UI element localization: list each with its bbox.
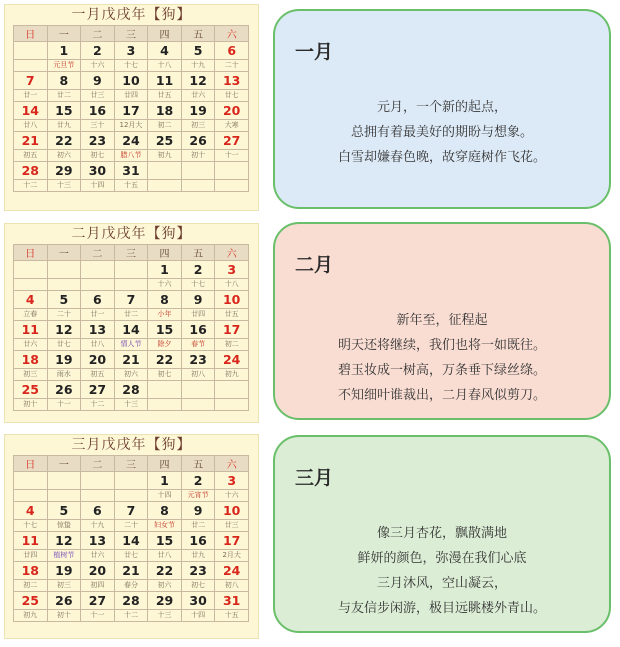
poem-line: 鲜妍的颜色，弥漫在我们心底 (357, 551, 527, 566)
lunar-date: 廿七 (215, 90, 249, 102)
calendar-grid (13, 25, 249, 192)
lunar-date: 廿八 (148, 550, 182, 562)
poem-line: 三月沐风，空山凝云， (376, 576, 507, 591)
lunar-date: 2月大 (215, 550, 249, 562)
lunar-date (14, 60, 48, 72)
week-lunar-row (14, 339, 249, 351)
lunar-date: 初八 (215, 580, 249, 592)
calendar-day: 16 (181, 532, 215, 550)
calendar-grid (13, 455, 249, 622)
lunar-date (81, 490, 115, 502)
weekday-label: 六 (215, 26, 249, 42)
poem-text (275, 308, 609, 408)
weekday-label: 日 (14, 26, 48, 42)
lunar-date: 十二 (114, 610, 148, 622)
calendar-day: 20 (81, 351, 115, 369)
week-lunar-row (14, 60, 249, 72)
calendar-day: 17 (215, 321, 249, 339)
week-lunar-row (14, 399, 249, 411)
lunar-date (47, 279, 81, 291)
weekday-label: 一 (47, 245, 81, 261)
lunar-date: 十一 (47, 399, 81, 411)
week-lunar-row (14, 369, 249, 381)
weekday-label: 六 (215, 245, 249, 261)
calendar-day: 8 (148, 502, 182, 520)
lunar-date: 十九 (81, 520, 115, 532)
calendar-day: 7 (14, 72, 48, 90)
calendar-january (4, 4, 259, 211)
weekday-label: 三 (114, 245, 148, 261)
weekday-label: 三 (114, 456, 148, 472)
lunar-date: 初六 (114, 369, 148, 381)
lunar-date: 元宵节 (181, 490, 215, 502)
calendar-day: 4 (14, 291, 48, 309)
lunar-date: 三十 (81, 120, 115, 132)
calendar-day: 10 (215, 502, 249, 520)
calendar-day (114, 261, 148, 279)
calendar-day: 23 (81, 132, 115, 150)
calendar-day: 12 (181, 72, 215, 90)
weekday-label: 四 (148, 26, 182, 42)
calendar-day: 22 (47, 132, 81, 150)
week-day-row (14, 132, 249, 150)
lunar-date: 初七 (181, 580, 215, 592)
lunar-date: 十七 (114, 60, 148, 72)
poem-card-february (273, 222, 611, 420)
calendar-day: 23 (181, 562, 215, 580)
lunar-date: 十四 (81, 180, 115, 192)
calendar-day: 18 (14, 351, 48, 369)
calendar-day: 20 (215, 102, 249, 120)
calendar-day: 25 (14, 592, 48, 610)
lunar-date: 初二 (14, 580, 48, 592)
week-day-row (14, 261, 249, 279)
lunar-date: 初九 (14, 610, 48, 622)
lunar-date: 廿八 (14, 120, 48, 132)
week-day-row (14, 532, 249, 550)
week-lunar-row (14, 490, 249, 502)
lunar-date: 初三 (14, 369, 48, 381)
calendar-day: 13 (81, 532, 115, 550)
poem-line: 与友信步闲游，极目远眺楼外青山。 (337, 601, 546, 616)
week-day-row (14, 72, 249, 90)
calendar-day (47, 472, 81, 490)
calendar-day: 29 (148, 592, 182, 610)
calendar-day: 11 (14, 321, 48, 339)
calendar-day: 1 (148, 472, 182, 490)
lunar-date: 十六 (148, 279, 182, 291)
calendar-day: 11 (148, 72, 182, 90)
calendar-day: 10 (215, 291, 249, 309)
calendar-day: 21 (114, 562, 148, 580)
poem-line: 不知细叶谁裁出，二月春风似剪刀。 (337, 388, 546, 403)
lunar-date (81, 279, 115, 291)
weekday-label: 五 (181, 456, 215, 472)
calendar-day: 27 (81, 592, 115, 610)
calendar-day: 14 (14, 102, 48, 120)
lunar-date: 十七 (14, 520, 48, 532)
calendar-day (114, 472, 148, 490)
calendar-day (81, 472, 115, 490)
lunar-date: 除夕 (148, 339, 182, 351)
weekday-label: 四 (148, 245, 182, 261)
lunar-date: 十八 (215, 279, 249, 291)
lunar-date: 十五 (215, 610, 249, 622)
lunar-date: 廿四 (114, 90, 148, 102)
weekday-label: 日 (14, 456, 48, 472)
week-day-row (14, 472, 249, 490)
lunar-date: 十八 (148, 60, 182, 72)
calendar-day (14, 42, 48, 60)
calendar-day: 23 (181, 351, 215, 369)
lunar-date: 初八 (181, 369, 215, 381)
lunar-date: 元旦节 (47, 60, 81, 72)
calendar-day: 2 (81, 42, 115, 60)
poem-line: 碧玉妆成一树高，万条垂下绿丝绦。 (337, 363, 546, 378)
calendar-day: 7 (114, 291, 148, 309)
lunar-date: 初七 (81, 150, 115, 162)
lunar-date: 初二 (148, 120, 182, 132)
lunar-date: 情人节 (114, 339, 148, 351)
calendar-day: 28 (114, 381, 148, 399)
lunar-date: 初十 (14, 399, 48, 411)
lunar-date: 春节 (181, 339, 215, 351)
poem-line: 白雪却嫌春色晚，故穿庭树作飞花。 (337, 150, 546, 165)
lunar-date: 十二 (14, 180, 48, 192)
calendar-day: 28 (14, 162, 48, 180)
calendar-title: 二月戊戌年【狗】 (71, 226, 192, 242)
calendar-day: 17 (215, 532, 249, 550)
lunar-date: 二十 (114, 520, 148, 532)
weekday-label: 五 (181, 245, 215, 261)
lunar-date: 廿一 (14, 90, 48, 102)
weekday-header-row (14, 26, 249, 42)
week-day-row (14, 162, 249, 180)
calendar-day: 5 (47, 291, 81, 309)
weekday-label: 五 (181, 26, 215, 42)
card-title: 一月 (295, 41, 334, 63)
lunar-date: 廿六 (81, 550, 115, 562)
week-day-row (14, 42, 249, 60)
lunar-date: 二十 (215, 60, 249, 72)
lunar-date: 廿三 (215, 520, 249, 532)
lunar-date: 初六 (47, 150, 81, 162)
week-lunar-row (14, 520, 249, 532)
calendar-day: 2 (181, 261, 215, 279)
calendar-day (148, 162, 182, 180)
calendar-day: 20 (81, 562, 115, 580)
lunar-date: 十一 (215, 150, 249, 162)
calendar-day: 27 (81, 381, 115, 399)
week-lunar-row (14, 90, 249, 102)
calendar-day: 21 (14, 132, 48, 150)
calendar-day: 28 (114, 592, 148, 610)
calendar-day: 12 (47, 321, 81, 339)
calendar-day: 1 (148, 261, 182, 279)
lunar-date: 十四 (148, 490, 182, 502)
lunar-date (114, 490, 148, 502)
lunar-date: 初十 (181, 150, 215, 162)
week-lunar-row (14, 279, 249, 291)
week-day-row (14, 381, 249, 399)
weekday-label: 一 (47, 456, 81, 472)
lunar-date: 廿七 (47, 339, 81, 351)
weekday-label: 一 (47, 26, 81, 42)
lunar-date (181, 180, 215, 192)
calendar-day: 17 (114, 102, 148, 120)
lunar-date: 初三 (181, 120, 215, 132)
lunar-date: 初十 (47, 610, 81, 622)
lunar-date: 廿九 (181, 550, 215, 562)
calendar-day: 15 (148, 321, 182, 339)
poem-line: 元月，一个新的起点， (376, 100, 507, 115)
calendar-day: 3 (215, 472, 249, 490)
poem-line: 明天还将继续，我们也将一如既往。 (337, 338, 546, 353)
lunar-date: 廿九 (47, 120, 81, 132)
calendar-day: 5 (47, 502, 81, 520)
calendar-day: 19 (181, 102, 215, 120)
calendar-march (4, 434, 259, 639)
calendar-day: 6 (81, 291, 115, 309)
lunar-date: 廿五 (215, 309, 249, 321)
weekday-header-row (14, 456, 249, 472)
calendar-day: 4 (14, 502, 48, 520)
card-title: 三月 (295, 467, 334, 489)
calendar-day: 10 (114, 72, 148, 90)
calendar-day (148, 381, 182, 399)
calendar-day: 15 (47, 102, 81, 120)
calendar-day: 3 (114, 42, 148, 60)
lunar-date (181, 399, 215, 411)
poem-card-january (273, 9, 611, 209)
calendar-day (14, 472, 48, 490)
week-day-row (14, 321, 249, 339)
poem-line: 总拥有着最美好的期盼与想象。 (350, 125, 533, 140)
calendar-day (215, 381, 249, 399)
calendar-day: 25 (148, 132, 182, 150)
lunar-date (47, 490, 81, 502)
lunar-date: 廿六 (14, 339, 48, 351)
calendar-day: 21 (114, 351, 148, 369)
lunar-date: 廿八 (81, 339, 115, 351)
calendar-day (47, 261, 81, 279)
lunar-date: 十七 (181, 279, 215, 291)
calendar-day: 22 (148, 351, 182, 369)
lunar-date: 二十 (47, 309, 81, 321)
week-lunar-row (14, 550, 249, 562)
lunar-date (14, 279, 48, 291)
calendar-day: 9 (181, 291, 215, 309)
calendar-day: 29 (47, 162, 81, 180)
weekday-label: 二 (81, 26, 115, 42)
calendar-day: 18 (148, 102, 182, 120)
week-day-row (14, 562, 249, 580)
lunar-date: 腊八节 (114, 150, 148, 162)
week-lunar-row (14, 580, 249, 592)
calendar-day: 25 (14, 381, 48, 399)
calendar-title: 三月戊戌年【狗】 (71, 437, 192, 453)
calendar-day: 13 (215, 72, 249, 90)
calendar-day: 13 (81, 321, 115, 339)
calendar-day: 24 (215, 562, 249, 580)
weekday-label: 日 (14, 245, 48, 261)
lunar-date: 廿二 (114, 309, 148, 321)
calendar-day: 9 (81, 72, 115, 90)
lunar-date: 初三 (47, 580, 81, 592)
calendar-title: 一月戊戌年【狗】 (71, 7, 192, 23)
calendar-day: 1 (47, 42, 81, 60)
lunar-date: 春分 (114, 580, 148, 592)
lunar-date: 惊蛰 (47, 520, 81, 532)
calendar-day: 2 (181, 472, 215, 490)
lunar-date: 植树节 (47, 550, 81, 562)
lunar-date: 十六 (81, 60, 115, 72)
lunar-date: 初七 (148, 369, 182, 381)
calendar-february (4, 223, 259, 423)
calendar-day: 14 (114, 532, 148, 550)
lunar-date: 小年 (148, 309, 182, 321)
lunar-date: 初九 (148, 150, 182, 162)
lunar-date (148, 180, 182, 192)
lunar-date: 初五 (14, 150, 48, 162)
lunar-date: 妇女节 (148, 520, 182, 532)
lunar-date (215, 180, 249, 192)
calendar-day: 16 (181, 321, 215, 339)
calendar-day (215, 162, 249, 180)
calendar-day: 30 (81, 162, 115, 180)
weekday-label: 四 (148, 456, 182, 472)
week-lunar-row (14, 150, 249, 162)
lunar-date: 12月大 (114, 120, 148, 132)
weekday-label: 六 (215, 456, 249, 472)
calendar-day: 11 (14, 532, 48, 550)
calendar-day: 31 (114, 162, 148, 180)
week-lunar-row (14, 180, 249, 192)
lunar-date: 廿四 (181, 309, 215, 321)
calendar-day: 3 (215, 261, 249, 279)
calendar-day: 7 (114, 502, 148, 520)
weekday-label: 二 (81, 245, 115, 261)
poem-line: 新年至，征程起 (396, 313, 488, 328)
poem-card-march (273, 435, 611, 633)
calendar-day: 31 (215, 592, 249, 610)
calendar-day (181, 381, 215, 399)
lunar-date: 廿七 (114, 550, 148, 562)
card-title: 二月 (295, 254, 334, 276)
weekday-header-row (14, 245, 249, 261)
lunar-date (215, 399, 249, 411)
calendar-day: 4 (148, 42, 182, 60)
lunar-date: 初六 (148, 580, 182, 592)
lunar-date: 十九 (181, 60, 215, 72)
calendar-day (181, 162, 215, 180)
lunar-date: 十五 (114, 180, 148, 192)
calendar-day: 6 (81, 502, 115, 520)
lunar-date: 立春 (14, 309, 48, 321)
lunar-date: 初二 (215, 339, 249, 351)
weekday-label: 三 (114, 26, 148, 42)
lunar-date: 廿二 (181, 520, 215, 532)
week-day-row (14, 592, 249, 610)
lunar-date: 初四 (81, 580, 115, 592)
week-day-row (14, 351, 249, 369)
calendar-day: 6 (215, 42, 249, 60)
calendar-day: 27 (215, 132, 249, 150)
calendar-day: 14 (114, 321, 148, 339)
lunar-date: 十四 (181, 610, 215, 622)
lunar-date: 廿四 (14, 550, 48, 562)
lunar-date: 初九 (215, 369, 249, 381)
lunar-date: 十三 (114, 399, 148, 411)
lunar-date: 初五 (81, 369, 115, 381)
calendar-day: 12 (47, 532, 81, 550)
calendar-day (14, 261, 48, 279)
week-day-row (14, 102, 249, 120)
lunar-date: 十六 (215, 490, 249, 502)
calendar-day: 26 (181, 132, 215, 150)
lunar-date: 廿三 (81, 90, 115, 102)
calendar-day: 22 (148, 562, 182, 580)
calendar-day: 18 (14, 562, 48, 580)
lunar-date (148, 399, 182, 411)
calendar-day: 26 (47, 592, 81, 610)
lunar-date: 十二 (81, 399, 115, 411)
week-lunar-row (14, 120, 249, 132)
calendar-day: 26 (47, 381, 81, 399)
week-day-row (14, 291, 249, 309)
lunar-date: 大寒 (215, 120, 249, 132)
calendar-day: 24 (114, 132, 148, 150)
lunar-date: 十三 (47, 180, 81, 192)
lunar-date: 廿六 (181, 90, 215, 102)
calendar-day: 24 (215, 351, 249, 369)
lunar-date: 十三 (148, 610, 182, 622)
lunar-date (114, 279, 148, 291)
calendar-day: 15 (148, 532, 182, 550)
calendar-day: 16 (81, 102, 115, 120)
calendar-day (81, 261, 115, 279)
lunar-date: 廿五 (148, 90, 182, 102)
calendar-day: 9 (181, 502, 215, 520)
lunar-date: 廿二 (47, 90, 81, 102)
lunar-date: 雨水 (47, 369, 81, 381)
lunar-date (14, 490, 48, 502)
calendar-day: 8 (148, 291, 182, 309)
calendar-day: 30 (181, 592, 215, 610)
poem-text (275, 95, 609, 170)
lunar-date: 十一 (81, 610, 115, 622)
week-lunar-row (14, 309, 249, 321)
calendar-day: 19 (47, 562, 81, 580)
lunar-date: 廿一 (81, 309, 115, 321)
calendar-day: 5 (181, 42, 215, 60)
calendar-grid (13, 244, 249, 411)
calendar-day: 19 (47, 351, 81, 369)
week-lunar-row (14, 610, 249, 622)
calendar-day: 8 (47, 72, 81, 90)
week-day-row (14, 502, 249, 520)
poem-line: 像三月杏花，飘散满地 (376, 526, 507, 541)
weekday-label: 二 (81, 456, 115, 472)
poem-text (275, 521, 609, 621)
